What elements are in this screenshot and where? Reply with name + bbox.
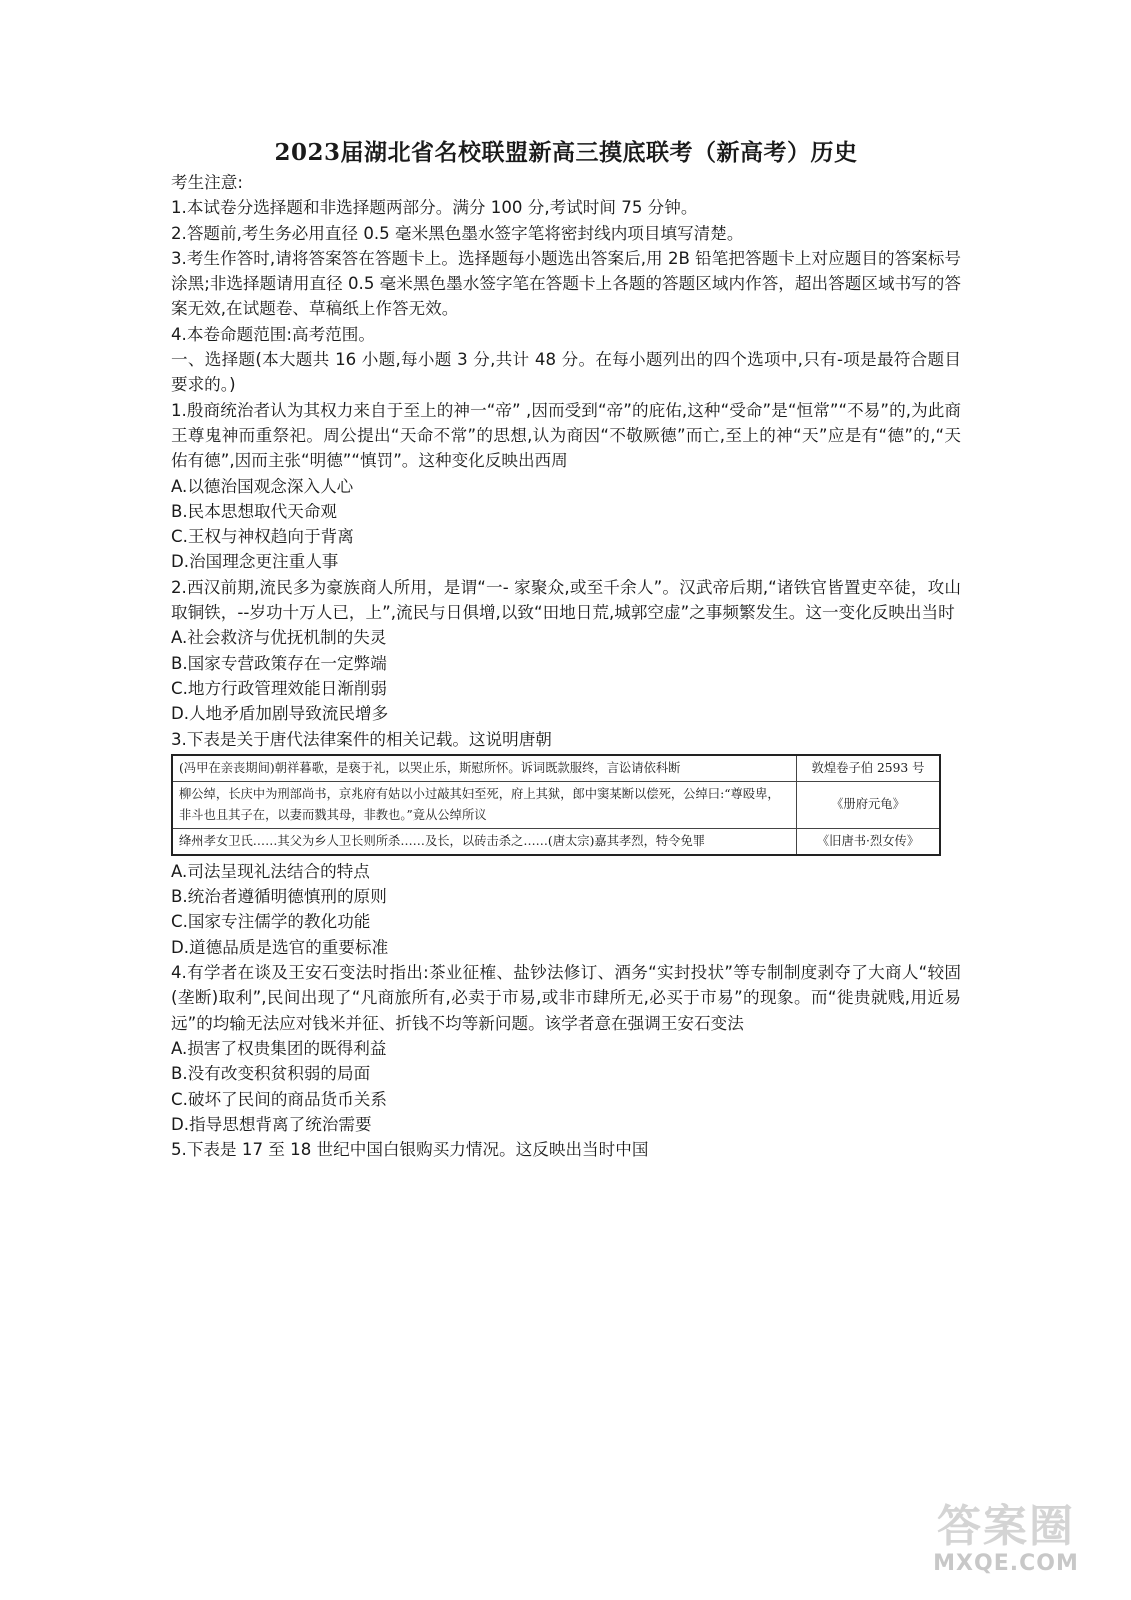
table-row (172, 781, 940, 828)
notice-item-3: 3.考生作答时,请将答案答在答题卡上。选择题每小题选出答案后,用 2B 铅笔把答题卡上对应题目的答案标号涂黑;非选择题请用直径 0.5 毫米黑色墨水签字笔在答题卡上各题的答题区域内作答，超出答题区域书写的答案无效,在试题卷、草稿纸上作答无效。 (171, 248, 961, 319)
notice-item-2: 2.答题前,考生务必用直径 0.5 毫米黑色墨水签字笔将密封线内项目填写清楚。 (171, 223, 744, 243)
option-d: D.道德品质是选官的重要标准 (171, 937, 389, 957)
case-table (171, 754, 941, 856)
option-a: A.司法呈现礼法结合的特点 (171, 861, 370, 881)
option-c: C.破坏了民间的商品货币关系 (171, 1089, 387, 1109)
option-b: B.国家专营政策存在一定弊端 (171, 653, 387, 673)
option-c: C.国家专注儒学的教化功能 (171, 912, 371, 932)
option-c: C.地方行政管理效能日渐削弱 (171, 678, 387, 698)
case-text: 柳公绰，长庆中为刑部尚书，京兆府有姑以小过敲其妇至死，府上其狱，郎中窦某断以偿死，公绰曰:“尊殴卑，非斗也且其子在，以妻而戮其母，非教也。”竟从公绰所议 (172, 781, 797, 828)
question-4 (171, 960, 961, 1137)
question-stem: 2.西汉前期,流民多为豪族商人所用，是谓“一- 家聚众,或至千余人”。汉武帝后期,“诸铁官皆置吏卒徒，攻山取铜铁，--岁功十万人已，上”,流民与日俱增,以致“田地日荒,城郭空虚”之事频繁发生。这一变化反映出当时 (171, 577, 961, 623)
notice-item-4: 4.本卷命题范围:高考范围。 (171, 324, 375, 344)
exam-title: 2023届湖北省名校联盟新高三摸底联考（新高考）历史 (274, 139, 858, 166)
watermark-logo (911, 1502, 1101, 1582)
question-stem: 3.下表是关于唐代法律案件的相关记载。这说明唐朝 (171, 729, 552, 749)
notice-heading: 考生注意: (171, 173, 243, 192)
question-5 (171, 1137, 961, 1162)
option-c: C.王权与神权趋向于背离 (171, 527, 354, 547)
notice-item-1: 1.本试卷分选择题和非选择题两部分。满分 100 分,考试时间 75 分钟。 (171, 198, 698, 218)
table-row (172, 828, 940, 855)
question-stem: 4.有学者在谈及王安石变法时指出:茶业征榷、盐钞法修订、酒务“实封投状”等专制制度剥夺了大商人“较固(垄断)取利”,民间出现了“凡商旅所有,必卖于市易,或非市肆所无,必买于市易”的现象。而“徙贵就贱,用近易远”的均输无法应对钱米并征、折钱不均等新问题。该学者意在强调王安石变法 (171, 963, 961, 1033)
question-stem: 1.殷商统治者认为其权力来自于至上的神一“帝” ,因而受到“帝”的庇佑,这种“受命”是“恒常”“不易”的,为此商王尊鬼神而重祭祀。周公提出“天命不常”的思想,认为商因“不敬厥德”而亡,至上的神“天”应是有“德”的,“天佑有德”,因而主张“明德”“慎罚”。这种变化反映出西周 (171, 400, 961, 471)
watermark-top: 答案圈 (937, 1501, 1075, 1552)
option-d: D.指导思想背离了统治需要 (171, 1114, 372, 1134)
case-text: (冯甲在亲丧期间)朝祥暮歌，是亵于礼，以哭止乐，斯慰所怀。诉词既款服终，言讼请依科断 (172, 755, 797, 782)
question-1 (171, 398, 961, 575)
case-source: 敦煌卷子伯 2593 号 (797, 755, 941, 782)
option-d: D.治国理念更注重人事 (171, 552, 339, 572)
section-heading: 一、选择题(本大题共 16 小题,每小题 3 分,共计 48 分。在每小题列出的四个选项中,只有-项是最符合题目要求的。) (171, 350, 961, 395)
case-source: 《册府元龟》 (797, 781, 941, 828)
question-3 (171, 727, 961, 960)
option-a: A.损害了权贵集团的既得利益 (171, 1038, 387, 1058)
question-2 (171, 575, 961, 727)
option-a: A.以德治国观念深入人心 (171, 476, 354, 496)
question-stem: 5.下表是 17 至 18 世纪中国白银购买力情况。这反映出当时中国 (171, 1140, 649, 1160)
option-d: D.人地矛盾加剧导致流民增多 (171, 704, 389, 724)
case-text: 绛州孝女卫氏……其父为乡人卫长则所杀……及长，以砖击杀之……(唐太宗)嘉其孝烈，特令免罪 (172, 828, 797, 855)
table-row (172, 755, 940, 782)
option-b: B.统治者遵循明德慎刑的原则 (171, 887, 387, 907)
exam-page (171, 136, 961, 1162)
watermark-bottom: MXQE.COM (933, 1551, 1079, 1576)
case-source: 《旧唐书·烈女传》 (797, 828, 941, 855)
option-a: A.社会救济与优抚机制的失灵 (171, 628, 387, 648)
option-b: B.没有改变积贫积弱的局面 (171, 1064, 371, 1084)
option-b: B.民本思想取代天命观 (171, 501, 338, 521)
